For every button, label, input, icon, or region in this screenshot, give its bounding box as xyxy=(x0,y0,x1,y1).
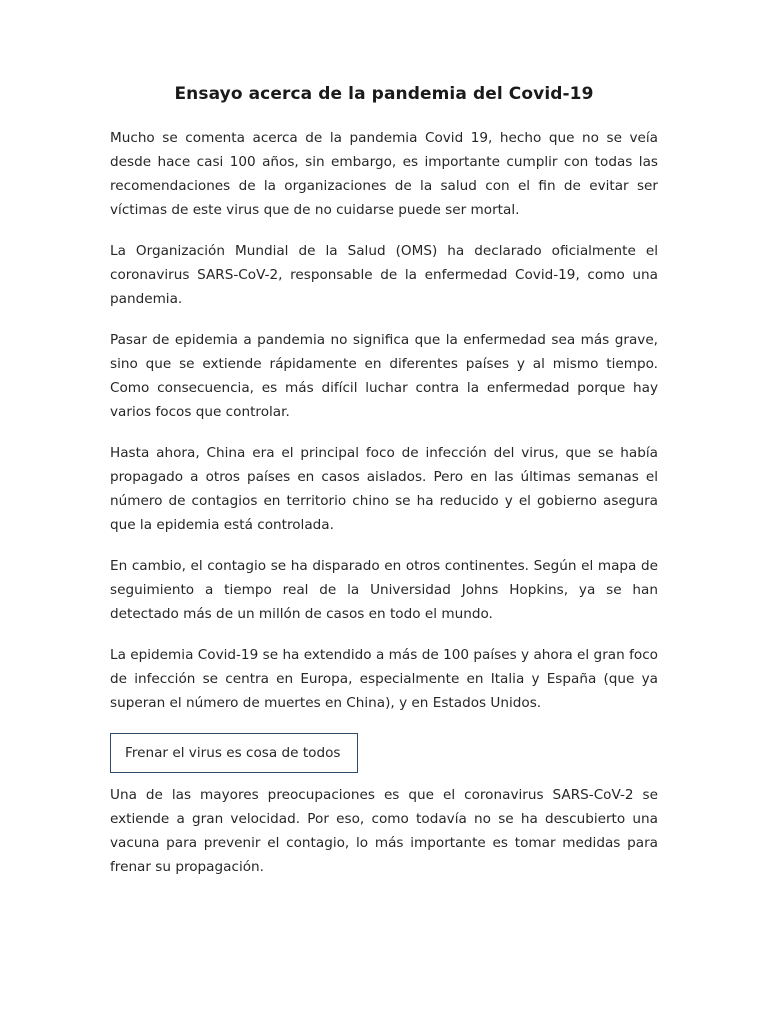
paragraph-intro: Mucho se comenta acerca de la pandemia Covid 19, hecho que no se veía desde hace casi 100 años, sin embargo, es importante cumplir con todas las recomendaciones de la organizaciones de la salud con el fin de evitar ser víctimas de este virus que de no cuidarse puede ser mortal. xyxy=(110,130,658,218)
paragraph-china: Hasta ahora, China era el principal foco de infección del virus, que se había propagado a otros países en casos aislados. Pero en las últimas semanas el número de contagios en territorio chino se ha reducido y el gobierno asegura que la epidemia está controlada. xyxy=(110,445,658,533)
paragraph-europa: La epidemia Covid-19 se ha extendido a más de 100 países y ahora el gran foco de infección se centra en Europa, especialmente en Italia y España (que ya superan el número de muertes en China), y en Estados Unidos. xyxy=(110,647,658,711)
callout-box: Frenar el virus es cosa de todos xyxy=(110,733,358,773)
paragraph-epidemia-pandemia: Pasar de epidemia a pandemia no significa que la enfermedad sea más grave, sino que se extiende rápidamente en diferentes países y al mismo tiempo. Como consecuencia, es más difícil luchar contra la enfermedad porque hay varios focos que controlar. xyxy=(110,332,658,420)
paragraph-contagio: En cambio, el contagio se ha disparado en otros continentes. Según el mapa de seguimiento a tiempo real de la Universidad Johns Hopkins, ya se han detectado más de un millón de casos en todo el mundo. xyxy=(110,558,658,622)
paragraph-oms: La Organización Mundial de la Salud (OMS) ha declarado oficialmente el coronavirus SARS-CoV-2, responsable de la enfermedad Covid-19, como una pandemia. xyxy=(110,243,658,307)
document-title: Ensayo acerca de la pandemia del Covid-19 xyxy=(174,84,594,104)
document-page xyxy=(110,84,658,896)
paragraph-closing: Una de las mayores preocupaciones es que el coronavirus SARS-CoV-2 se extiende a gran velocidad. Por eso, como todavía no se ha descubierto una vacuna para prevenir el contagio, lo más importante es tomar medidas para frenar su propagación. xyxy=(110,787,658,875)
